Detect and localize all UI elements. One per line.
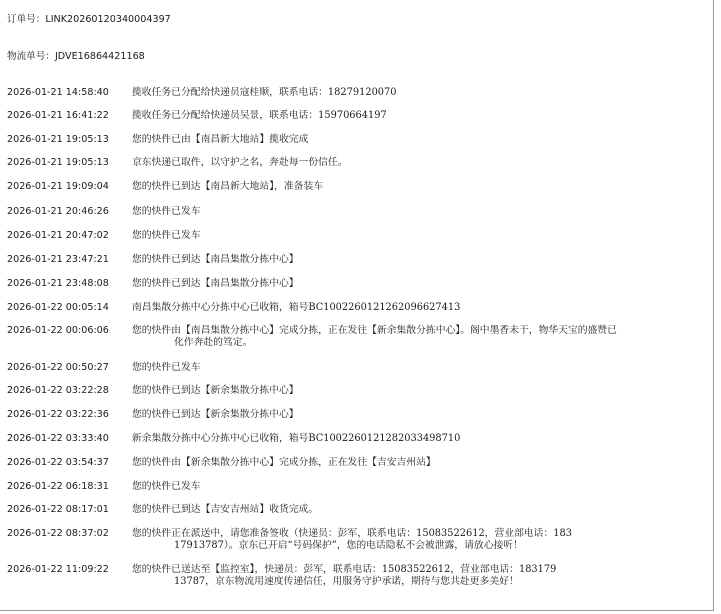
event-time: 2026-01-22 03:22:36 bbox=[7, 409, 109, 420]
event-description: 您的快件已到达【新余集散分拣中心】 bbox=[132, 385, 299, 396]
event-description: 您的快件已到达【新余集散分拣中心】 bbox=[132, 409, 299, 420]
event-description bbox=[132, 528, 710, 551]
event-time: 2026-01-22 08:37:02 bbox=[7, 528, 109, 539]
event-description: 您的快件已发车 bbox=[132, 206, 201, 217]
event-description-continuation: 17913787）。京东已开启“号码保护”，您的电话隐私不会被泄露，请放心接听！ bbox=[174, 539, 523, 551]
event-time: 2026-01-21 20:46:26 bbox=[7, 206, 109, 217]
event-description-line: 您的快件由【南昌集散分拣中心】完成分拣，正在发往【新余集散分拣中心】。阁中墨香未干，物华天宝的盛赞已 bbox=[132, 325, 617, 336]
order-number-label: 订单号： bbox=[7, 14, 46, 25]
event-time: 2026-01-22 00:50:27 bbox=[7, 362, 109, 373]
event-description: 揽收任务已分配给快递员寇桂顺，联系电话：18279120070 bbox=[132, 87, 397, 98]
event-description: 您的快件已到达【南昌集散分拣中心】 bbox=[132, 254, 299, 265]
order-number-value: LINK20260120340004397 bbox=[45, 14, 171, 25]
tracking-number-label: 物流单号： bbox=[7, 51, 55, 62]
tracking-number-value: JDVE16864421168 bbox=[54, 51, 145, 62]
event-description: 新余集散分拣中心分拣中心已收箱，箱号BC1002260121282033498710 bbox=[132, 433, 461, 444]
event-description: 您的快件已发车 bbox=[132, 230, 201, 241]
event-description: 您的快件已发车 bbox=[132, 481, 201, 492]
event-time: 2026-01-22 00:05:14 bbox=[7, 302, 109, 313]
event-description: 您的快件由【新余集散分拣中心】完成分拣，正在发往【吉安吉州站】 bbox=[132, 457, 436, 468]
event-description: 您的快件已发车 bbox=[132, 362, 201, 373]
event-time: 2026-01-21 19:05:13 bbox=[7, 134, 109, 145]
event-time: 2026-01-21 19:05:13 bbox=[7, 157, 109, 168]
event-description bbox=[132, 325, 710, 348]
event-description bbox=[132, 564, 710, 587]
event-time: 2026-01-21 16:41:22 bbox=[7, 110, 109, 121]
event-time: 2026-01-22 06:18:31 bbox=[7, 481, 109, 492]
event-description: 您的快件已到达【吉安吉州站】收货完成。 bbox=[132, 504, 319, 515]
event-time: 2026-01-21 20:47:02 bbox=[7, 230, 109, 241]
event-time: 2026-01-22 03:22:28 bbox=[7, 385, 109, 396]
event-time: 2026-01-22 00:06:06 bbox=[7, 325, 109, 336]
event-description-continuation: 13787，京东物流用速度传递信任，用服务守护承诺，期待与您共赴更多美好！ bbox=[174, 575, 519, 587]
event-time: 2026-01-21 14:58:40 bbox=[7, 87, 109, 98]
event-time: 2026-01-21 23:47:21 bbox=[7, 254, 109, 265]
event-description: 您的快件已到达【南昌新大地站】，准备装车 bbox=[132, 181, 324, 192]
event-time: 2026-01-21 19:09:04 bbox=[7, 181, 109, 192]
event-description-continuation: 化作奔赴的笃定。 bbox=[174, 336, 253, 348]
event-description: 京东快递已取件，以守护之名，奔赴每一份信任。 bbox=[132, 157, 348, 168]
event-time: 2026-01-22 08:17:01 bbox=[7, 504, 109, 515]
event-time: 2026-01-22 03:33:40 bbox=[7, 433, 109, 444]
event-time: 2026-01-22 11:09:22 bbox=[7, 564, 109, 575]
event-description: 您的快件已由【南昌新大地站】揽收完成 bbox=[132, 134, 309, 145]
event-time: 2026-01-21 23:48:08 bbox=[7, 278, 109, 289]
event-time: 2026-01-22 03:54:37 bbox=[7, 457, 109, 468]
event-description-line: 您的快件已送达至【监控室】，快递员：彭军，联系电话：15083522612，营业部电话：183179 bbox=[132, 564, 557, 575]
event-description-line: 您的快件正在派送中，请您准备签收（快递员：彭军，联系电话：15083522612，营业部电话：183 bbox=[132, 528, 572, 539]
event-description: 揽收任务已分配给快递员吴景，联系电话：15970664197 bbox=[132, 110, 387, 121]
event-description: 南昌集散分拣中心分拣中心已收箱，箱号BC1002260121262096627413 bbox=[132, 302, 461, 313]
event-description: 您的快件已到达【南昌集散分拣中心】 bbox=[132, 278, 299, 289]
